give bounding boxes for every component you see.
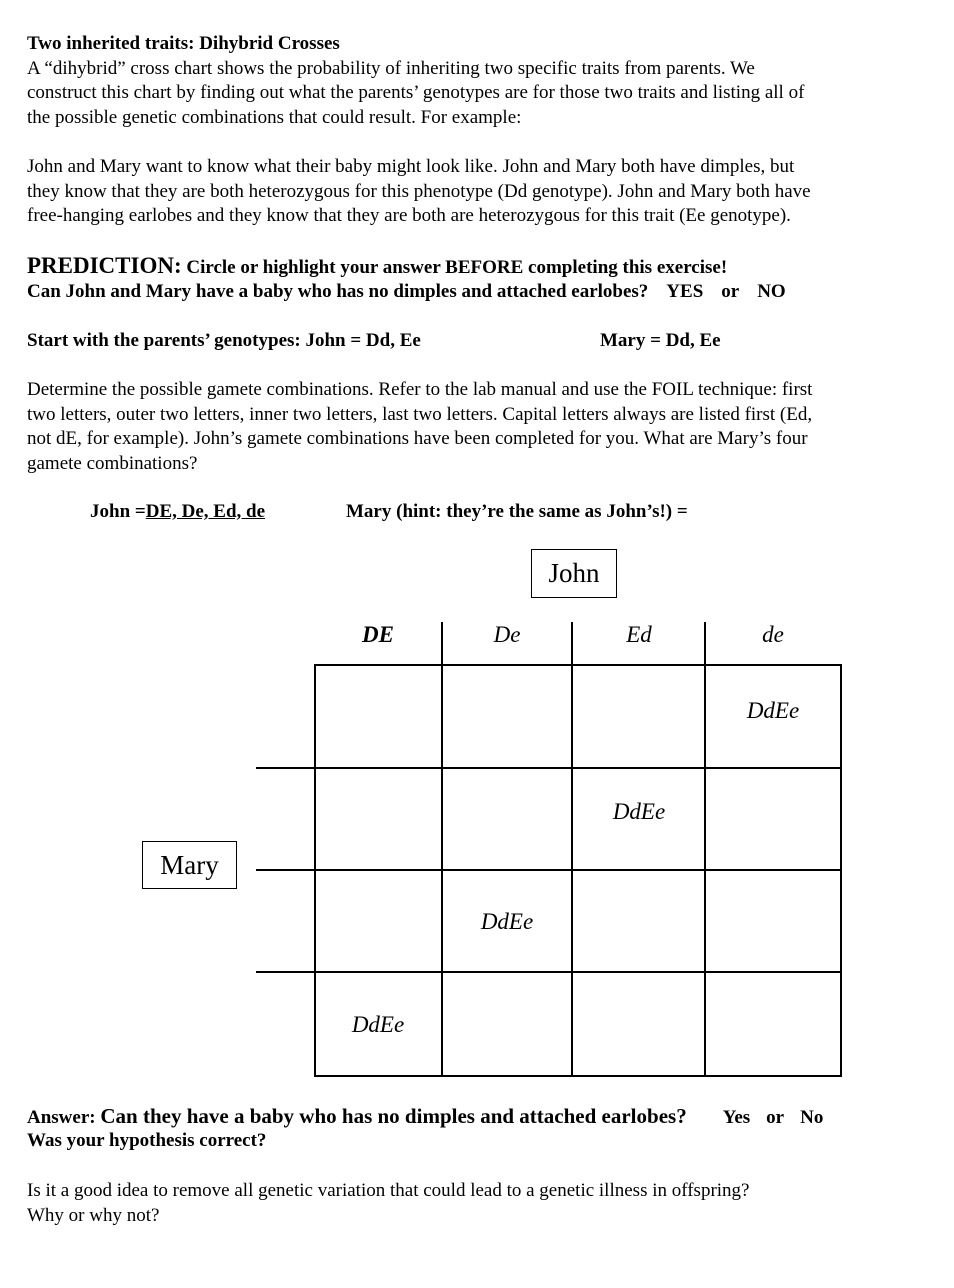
john-gametes-label: John = <box>90 501 146 522</box>
prediction-line <box>27 253 727 279</box>
answer-no-option[interactable]: No <box>800 1107 824 1128</box>
answer-question: Can they have a baby who has no dimples and attached earlobes? <box>100 1104 687 1128</box>
prediction-yes-option[interactable]: YES <box>666 281 704 302</box>
punnett-cell-r2c3: DdEe <box>612 799 666 824</box>
answer-or: or <box>766 1107 785 1128</box>
grid-divider <box>256 767 842 769</box>
worksheet-title: Two inherited traits: Dihybrid Crosses <box>27 33 340 54</box>
gametes-paragraph <box>27 378 812 476</box>
scenario-line: they know that they are both heterozygous for this phenotype (Dd genotype). John and Mary both have <box>27 180 811 202</box>
grid-border <box>314 664 842 666</box>
grid-divider <box>571 622 573 1076</box>
hypothesis-question: Was your hypothesis correct? <box>27 1130 267 1151</box>
mary-gametes-prompt: Mary (hint: they’re the same as John’s!) = <box>346 501 688 522</box>
grid-divider <box>704 622 706 1076</box>
punnett-cell-r4c1: DdEe <box>351 1012 405 1037</box>
header-gamete-de: de <box>762 622 784 647</box>
punnett-cell-r1c4: DdEe <box>746 698 800 723</box>
answer-yes-option[interactable]: Yes <box>722 1107 751 1128</box>
grid-divider <box>441 622 443 1076</box>
header-gamete-DE: DE <box>362 622 394 647</box>
parents-genotype-john: Start with the parents’ genotypes: John = Dd, Ee <box>27 330 421 351</box>
john-label-box: John <box>531 549 617 598</box>
intro-line: construct this chart by finding out what the parents’ genotypes are for those two traits and listing all of <box>27 82 805 103</box>
grid-border <box>314 1075 842 1077</box>
prediction-or: or <box>721 281 740 302</box>
prediction-question-line <box>27 281 786 303</box>
john-gametes <box>90 501 265 523</box>
reflection-line: Why or why not? <box>27 1204 160 1226</box>
gametes-line: two letters, outer two letters, inner two letters, last two letters. Capital letters always are listed first (Ed, <box>27 403 813 425</box>
prediction-instruction: Circle or highlight your answer BEFORE completing this exercise! <box>186 257 728 278</box>
john-gametes-value: DE, De, Ed, de <box>145 501 266 522</box>
intro-line: A “dihybrid” cross chart shows the probability of inheriting two specific traits from parents. We <box>27 57 755 79</box>
parents-genotype-mary: Mary = Dd, Ee <box>600 330 721 351</box>
header-gamete-Ed: Ed <box>626 622 652 647</box>
intro-line: the possible genetic combinations that could result. For example: <box>27 106 522 128</box>
grid-divider <box>256 869 842 871</box>
prediction-no-option[interactable]: NO <box>757 281 786 302</box>
scenario-paragraph <box>27 155 811 229</box>
prediction-question: Can John and Mary have a baby who has no dimples and attached earlobes? <box>27 281 649 302</box>
gametes-line: gamete combinations? <box>27 452 198 474</box>
scenario-line: John and Mary want to know what their baby might look like. John and Mary both have dimples, but <box>27 156 795 177</box>
gametes-line: not dE, for example). John’s gamete combinations have been completed for you. What are Mary’s four <box>27 428 808 449</box>
reflection-paragraph <box>27 1179 749 1228</box>
reflection-line: Is it a good idea to remove all genetic variation that could lead to a genetic illness in offspring? <box>27 1180 750 1201</box>
grid-divider <box>256 971 842 973</box>
intro-paragraph <box>27 32 804 130</box>
answer-label: Answer: <box>27 1107 96 1128</box>
gametes-line: Determine the possible gamete combinations. Refer to the lab manual and use the FOIL technique: first <box>27 379 813 400</box>
mary-label-box: Mary <box>142 841 237 889</box>
answer-line <box>27 1104 823 1129</box>
header-gamete-De: De <box>493 622 521 647</box>
punnett-cell-r3c2: DdEe <box>480 909 534 934</box>
prediction-label: PREDICTION: <box>27 253 182 278</box>
scenario-line: free-hanging earlobes and they know that they are both are heterozygous for this trait (Ee genotype). <box>27 205 791 226</box>
